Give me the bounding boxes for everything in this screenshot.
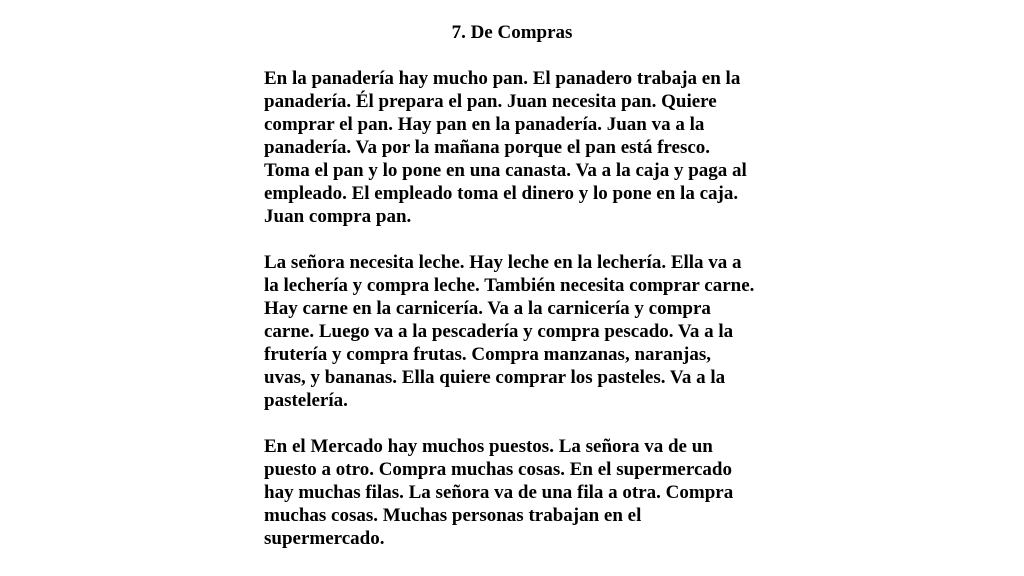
reading-body bbox=[264, 67, 774, 573]
text-line: pastelería. bbox=[264, 390, 348, 411]
text-line: puesto a otro. Compra muchas cosas. En el supermercado bbox=[264, 459, 732, 480]
text-line: hay muchas filas. La señora va de una fila a otra. Compra bbox=[264, 482, 734, 503]
text-line: En la panadería hay mucho pan. El panadero trabaja en la bbox=[264, 68, 741, 89]
text-line: la lechería y compra leche. También necesita comprar carne. bbox=[264, 275, 755, 296]
text-line: supermercado. bbox=[264, 528, 385, 549]
paragraph-senora-compras bbox=[264, 251, 774, 412]
page-title: 7. De Compras bbox=[451, 22, 573, 43]
paragraph-panaderia bbox=[264, 67, 774, 228]
text-line: comprar el pan. Hay pan en la panadería. Juan va a la bbox=[264, 114, 705, 135]
text-line: La señora necesita leche. Hay leche en la lechería. Ella va a bbox=[264, 252, 742, 273]
paragraph-mercado bbox=[264, 435, 774, 550]
text-line: panadería. Va por la mañana porque el pan está fresco. bbox=[264, 137, 711, 158]
text-line: En el Mercado hay muchos puestos. La señora va de un bbox=[264, 436, 713, 457]
text-line: Juan compra pan. bbox=[264, 206, 412, 227]
text-line: Toma el pan y lo pone en una canasta. Va a la caja y paga al bbox=[264, 160, 747, 181]
text-line: muchas cosas. Muchas personas trabajan en el bbox=[264, 505, 642, 526]
text-line: empleado. El empleado toma el dinero y lo pone en la caja. bbox=[264, 183, 739, 204]
text-line: uvas, y bananas. Ella quiere comprar los pasteles. Va a la bbox=[264, 367, 726, 388]
text-line: carne. Luego va a la pescadería y compra pescado. Va a la bbox=[264, 321, 734, 342]
text-line: panadería. Él prepara el pan. Juan necesita pan. Quiere bbox=[264, 91, 717, 112]
text-line: frutería y compra frutas. Compra manzanas, naranjas, bbox=[264, 344, 711, 365]
text-line: Hay carne en la carnicería. Va a la carnicería y compra bbox=[264, 298, 711, 319]
